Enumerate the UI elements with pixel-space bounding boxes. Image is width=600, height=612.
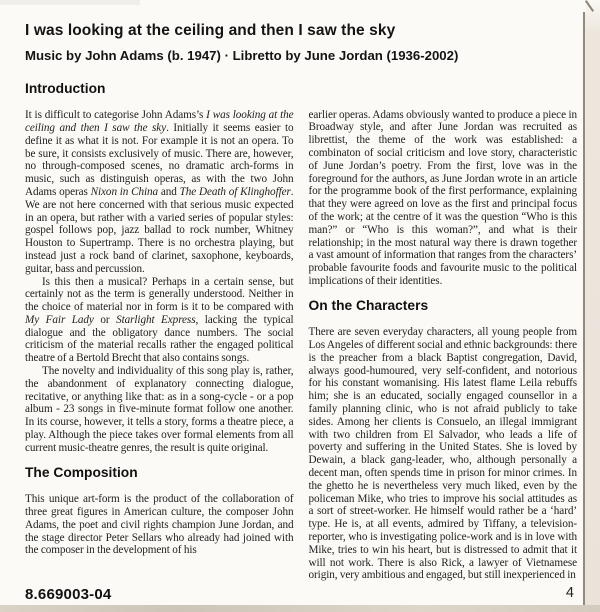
left-column [25,74,294,583]
paragraph: This unique art-form is the product of the collaboration of three great figures in American culture, the composer John Adams, the poet and civil rights champion June Jordan, and the stage director Peter Sellars who already had joined with the composer in the development of his [25,493,294,557]
page-content [25,22,577,582]
paragraph: Is this then a musical? Perhaps in a certain sense, but certainly not as the term is generally understood. Neither in the choice of material nor in form is it to be compared with My Fair Lady or Starlight Express, lacking the typical dialogue and the obligatory dance numbers. The social criticism of the material recalls rather the engaged political theatre of a Bertold Brecht that also contains songs. [25,275,294,365]
right-column [309,74,578,583]
paragraph: It is difficult to categorise John Adams’s I was looking at the ceiling and then I saw the sky. Initially it seems easier to define it as what it is not. For example it is not an opera. To be sure, it consists exclusively of music. There are, however, no through-composed scenes, no dramatic arch-forms in music, such as distinguish operas, as with the two John Adams operas Nixon in China and The Death of Klinghoffer. We are not here concerned with that serious music expected in an opera, but rather with a varied series of popular styles: gospel follows pop, jazz ballad to rock number, Whitney Houston to Supertramp. There is no orchestra playing, but instead just a rock band of clarinet, saxophone, keyboards, guitar, bass and percussion. [25,109,294,275]
paragraph: The novelty and individuality of this song play is, rather, the abandonment of explanatory connecting dialogue, recitative, or anything like that: as in a song-cycle - or a pop album - 23 songs in five-minute format follow one another. In its course, however, it tells a story, forms a theatre piece, a play. Although the piece takes over formal elements from all current music-theatre genres, the result is quite original. [25,365,294,454]
paragraph: earlier operas. Adams obviously wanted to produce a piece in Broadway style, and after June Jordan was recruited as librettist, the theme of the work was established: a combinaton of social criticism and love story, characteristic of June Jordan’s poetry. From the first, love was in the foreground for the authors, as June Jordan wrote in an article for the programme book of the first performance, explaining that they were agreed on love as the first and principal focus of the work; at the centre of it was the question “Who is this man?” or “Who is this woman?”, and what is their relationship; in the most natural way there is drawn together a vast amount of information that ranges from the characters’ probable favourite foods and favourite music to the political implications of their identities. [308,108,577,287]
section-heading-introduction: Introduction [25,80,106,96]
page-title: I was looking at the ceiling and then I saw the sky [25,22,396,39]
scan-top-shade [0,0,140,5]
paragraph: There are seven everyday characters, all young people from Los Angeles of different social and ethnic backgrounds: there is the preacher from a black Baptist congregation, David, always good-humoured, very self-confident, and notorious for his constant womanising. His latest flame Leila rebuffs him; she is an educated, socially engaged counsellor in a family planning clinic, who is not afraid publicly to take sides. Among her clients is Consuelo, an illegal immigrant with two children from El Salvador, who leads a life of poverty and suffering in the United States. She is loved by Dewain, a black gang-leader, who, although personally a decent man, often spends time in prison for minor crimes. In the ghetto he is nevertheless very much liked, even by the policeman Mike, who tries to improve his social attitudes as a sort of street-worker. He himself would rather be a ‘hard’ type. He is, at all events, admired by Tiffany, a television-reporter, who is investigating police-work and is in love with Mike, tries to win his heart, but is distressed to admit that it will not work. There is also Rick, a lawyer of Vietnamese origin, very ambitious and engaged, but still inexperienced in [308,326,577,582]
page-number: 4 [560,585,574,601]
page-edge-strip [585,0,600,612]
section-heading-composition: The Composition [25,464,138,480]
two-column-text [25,74,577,583]
section-heading-characters: On the Characters [308,297,429,313]
catalog-number: 8.669003-04 [25,586,117,603]
page-subtitle: Music by John Adams (b. 1947) · Libretto by June Jordan (1936-2002) [25,47,459,63]
scan-bottom-edge [0,605,600,612]
page-edge-line [583,12,585,612]
